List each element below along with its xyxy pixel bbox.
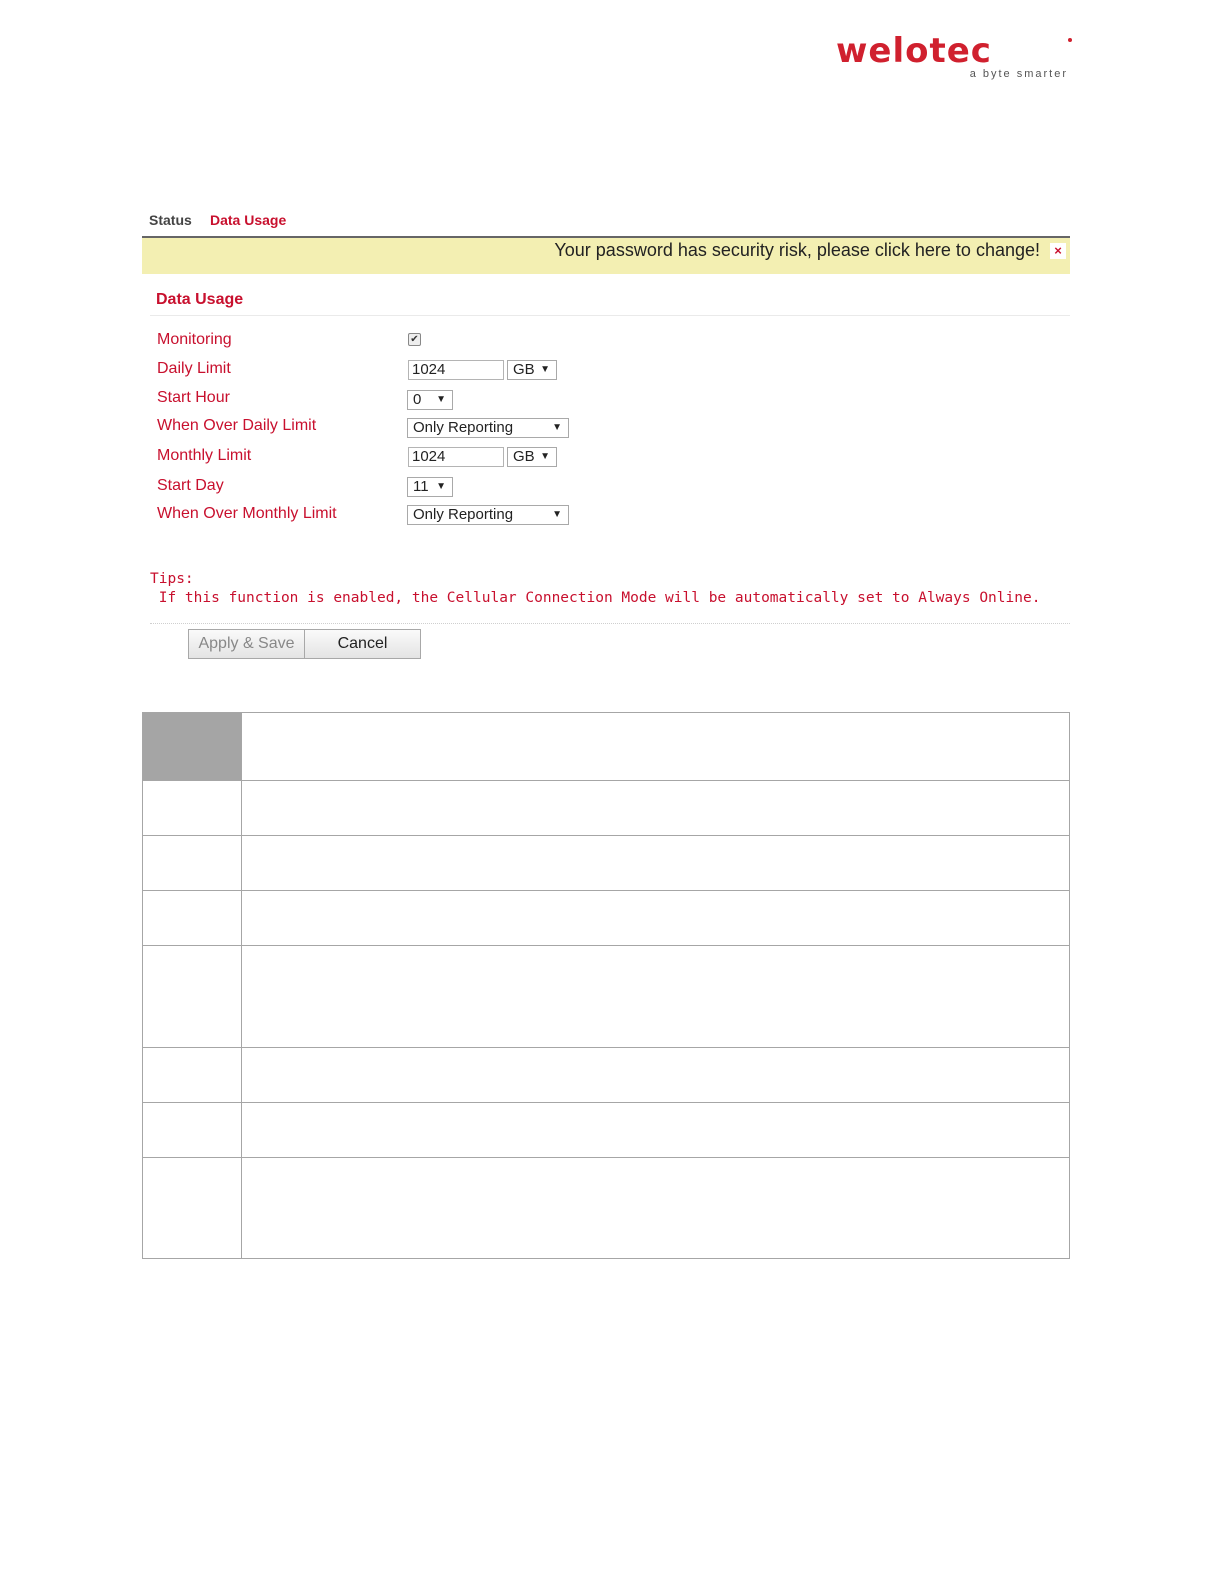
tips-title: Tips: bbox=[150, 571, 194, 587]
table-header-cell bbox=[143, 713, 241, 780]
password-warning-link[interactable]: Your password has security risk, please click here to change! bbox=[554, 240, 1040, 260]
table-row-divider bbox=[143, 835, 1069, 836]
table-row-divider bbox=[143, 1102, 1069, 1103]
chevron-down-icon: ▼ bbox=[540, 364, 550, 375]
tips-text: If this function is enabled, the Cellular Connection Mode will be automatically set to Always Online. bbox=[150, 590, 1041, 606]
registered-mark-icon bbox=[1068, 38, 1072, 42]
description-table bbox=[142, 712, 1070, 1259]
when-over-daily-select[interactable] bbox=[407, 418, 569, 438]
monitoring-label: Monitoring bbox=[157, 331, 232, 348]
table-row-divider bbox=[143, 1047, 1069, 1048]
table-row-divider bbox=[143, 780, 1069, 781]
table-row-divider bbox=[143, 890, 1069, 891]
daily-limit-input[interactable]: 1024 bbox=[408, 360, 504, 380]
monthly-limit-unit-value: GB bbox=[513, 448, 535, 465]
monitoring-checkbox[interactable]: ✔ bbox=[408, 333, 421, 346]
start-day-value: 11 bbox=[413, 478, 429, 495]
chevron-down-icon: ▼ bbox=[436, 481, 446, 492]
table-column-divider bbox=[241, 713, 242, 1258]
tips-block bbox=[150, 570, 1040, 608]
section-title: Data Usage bbox=[156, 291, 244, 308]
chevron-down-icon: ▼ bbox=[552, 509, 562, 520]
section-divider bbox=[150, 315, 1070, 316]
monthly-limit-label: Monthly Limit bbox=[157, 447, 252, 464]
chevron-down-icon: ▼ bbox=[552, 422, 562, 433]
when-over-daily-label: When Over Daily Limit bbox=[157, 417, 317, 434]
start-day-select[interactable] bbox=[407, 477, 453, 497]
start-hour-value: 0 bbox=[413, 391, 422, 408]
close-icon[interactable]: × bbox=[1050, 243, 1066, 259]
when-over-monthly-value: Only Reporting bbox=[413, 506, 514, 523]
cancel-button[interactable]: Cancel bbox=[304, 629, 421, 659]
start-day-label: Start Day bbox=[157, 477, 224, 494]
tab-data-usage[interactable]: Data Usage bbox=[210, 212, 287, 228]
start-hour-select[interactable] bbox=[407, 390, 453, 410]
monthly-limit-unit-select[interactable] bbox=[507, 447, 557, 467]
table-row-divider bbox=[143, 945, 1069, 946]
when-over-monthly-select[interactable] bbox=[407, 505, 569, 525]
when-over-daily-value: Only Reporting bbox=[413, 419, 514, 436]
form-divider bbox=[150, 623, 1070, 624]
when-over-monthly-label: When Over Monthly Limit bbox=[157, 505, 337, 522]
start-hour-label: Start Hour bbox=[157, 389, 230, 406]
table-row-divider bbox=[143, 1157, 1069, 1158]
chevron-down-icon: ▼ bbox=[540, 451, 550, 462]
daily-limit-unit-select[interactable] bbox=[507, 360, 557, 380]
logo-tagline: a byte smarter bbox=[969, 68, 1068, 80]
tab-status[interactable]: Status bbox=[149, 212, 192, 228]
logo-wordmark: welotec bbox=[836, 31, 992, 71]
monthly-limit-input[interactable]: 1024 bbox=[408, 447, 504, 467]
password-warning-bar bbox=[142, 236, 1070, 274]
daily-limit-unit-value: GB bbox=[513, 361, 535, 378]
chevron-down-icon: ▼ bbox=[436, 394, 446, 405]
daily-limit-label: Daily Limit bbox=[157, 360, 231, 377]
apply-save-button[interactable]: Apply & Save bbox=[188, 629, 305, 659]
welotec-logo bbox=[836, 31, 1076, 84]
